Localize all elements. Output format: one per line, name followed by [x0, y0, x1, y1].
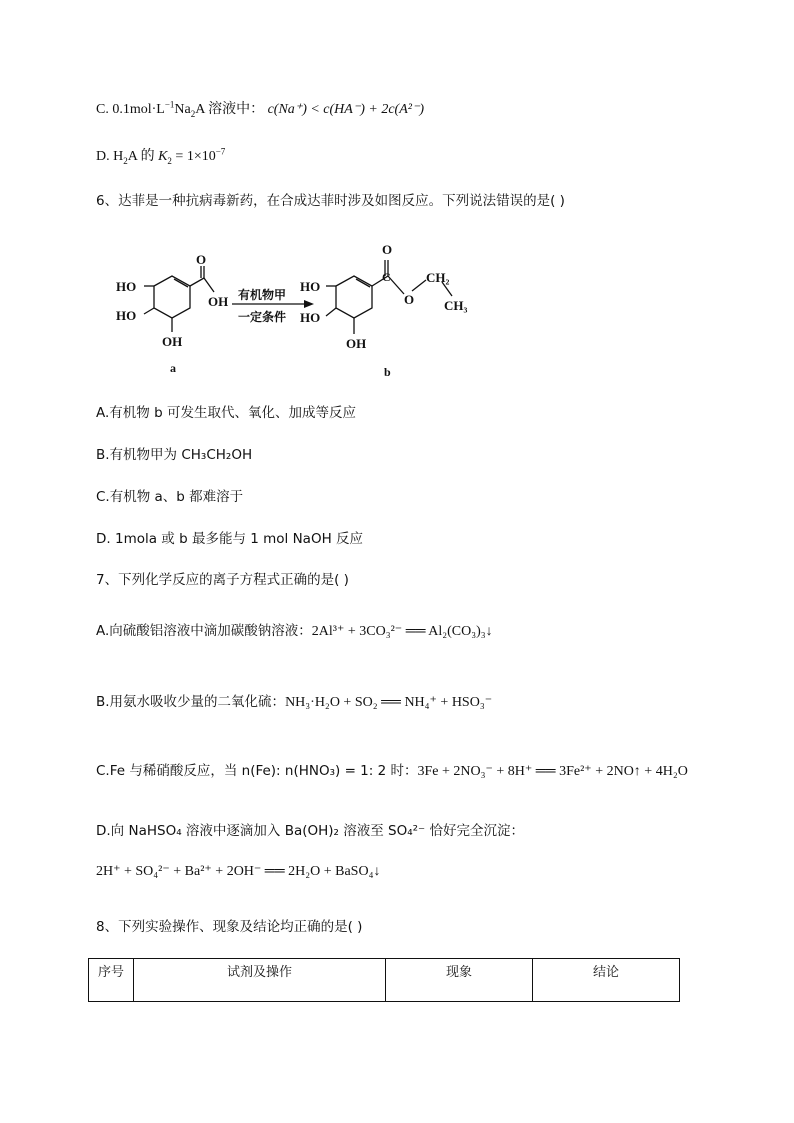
- q8-table-header-row: [89, 959, 680, 1002]
- q8-stem: 8、下列实验操作、现象及结论均正确的是( ): [96, 919, 363, 935]
- q8-table: [88, 958, 680, 1002]
- b-ch2: CH₂: [426, 270, 450, 285]
- a-oh-bottom: OH: [162, 334, 183, 349]
- b-oh-bottom: OH: [346, 336, 367, 351]
- a-ho-1: HO: [116, 279, 137, 294]
- header-index: 序号: [89, 959, 134, 1002]
- b-carbonyl-o: O: [382, 242, 393, 257]
- q7-option-c: C.Fe 与稀硝酸反应，当 n(Fe): n(HNO₃) = 1: 2 时：3Fe + 2NO₃⁻ + 8H⁺ ══ 3Fe²⁺ + 2NO↑ + 4H₂O: [96, 763, 688, 779]
- molecule-b-ring: [336, 276, 372, 318]
- molecule-a-ring: [154, 276, 190, 318]
- q5-option-c: C. $0.1mol\cdot L^{-1}Na_2A$ 溶液中： c(Na⁺) < c(HA⁻) + 2c(A²⁻): [96, 99, 425, 119]
- q7-option-a: A.向硫酸铝溶液中滴加碳酸钠溶液：2Al³⁺ + 3CO₃²⁻ ══ Al₂(CO₃)₃↓: [96, 623, 493, 639]
- q7-c-equation: 3Fe + 2NO₃⁻ + 8H⁺ ══ 3Fe²⁺ + 2NO↑ + 4H₂O: [417, 764, 688, 779]
- a-carbonyl-o: O: [196, 252, 207, 267]
- q7-option-b: B.用氨水吸收少量的二氧化硫：NH₃·H₂O + SO₂ ══ NH₄⁺ + HSO₃⁻: [96, 694, 493, 710]
- q6-option-d: D. 1mola 或 b 最多能与 1 mol NaOH 反应: [96, 531, 364, 547]
- label-b: b: [384, 365, 391, 379]
- q7-a-equation: 2Al³⁺ + 3CO₃²⁻ ══ Al₂(CO₃)₃↓: [311, 624, 493, 639]
- q7-option-d: D.向 NaHSO₄ 溶液中逐滴加入 Ba(OH)₂ 溶液至 SO₄²⁻ 恰好完全沉淀：: [96, 823, 524, 839]
- q6-stem: 6、达菲是一种抗病毒新药，在合成达菲时涉及如图反应。下列说法错误的是( ): [96, 193, 565, 209]
- reagent-top: 有机物甲: [238, 288, 287, 302]
- header-phenomenon: 现象: [386, 959, 533, 1002]
- arrow-head: [304, 300, 314, 308]
- reaction-scheme: [104, 236, 504, 386]
- b-ester-o: O: [404, 292, 415, 307]
- q6-option-b: B.有机物甲为 CH₃CH₂OH: [96, 447, 253, 463]
- q5-option-d: D. $H_2A$ 的 $K_2 = 1\times 10^{-7}$: [96, 146, 226, 166]
- q5-option-c-equation: c(Na⁺) < c(HA⁻) + 2c(A²⁻): [267, 102, 425, 117]
- b-carbonyl-c: C: [382, 270, 391, 284]
- q6-option-a: A.有机物 b 可发生取代、氧化、加成等反应: [96, 405, 356, 421]
- reagent-bottom: 一定条件: [238, 310, 287, 324]
- label-a: a: [170, 361, 176, 375]
- header-reagents: 试剂及操作: [134, 959, 386, 1002]
- a-carboxyl-oh: OH: [208, 294, 229, 309]
- q7-stem: 7、下列化学反应的离子方程式正确的是( ): [96, 572, 349, 588]
- b-ho-2: HO: [300, 310, 321, 325]
- q6-option-c: C.有机物 a、b 都难溶于: [96, 489, 244, 505]
- b-ch3: CH₃: [444, 298, 468, 313]
- q7-d-equation: 2H⁺ + SO₄²⁻ + Ba²⁺ + 2OH⁻ ══ 2H₂O + BaSO₄↓: [96, 864, 381, 879]
- header-conclusion: 结论: [533, 959, 680, 1002]
- b-ho-1: HO: [300, 279, 321, 294]
- q7-b-equation: NH₃·H₂O + SO₂ ══ NH₄⁺ + HSO₃⁻: [285, 695, 493, 710]
- a-ho-2: HO: [116, 308, 137, 323]
